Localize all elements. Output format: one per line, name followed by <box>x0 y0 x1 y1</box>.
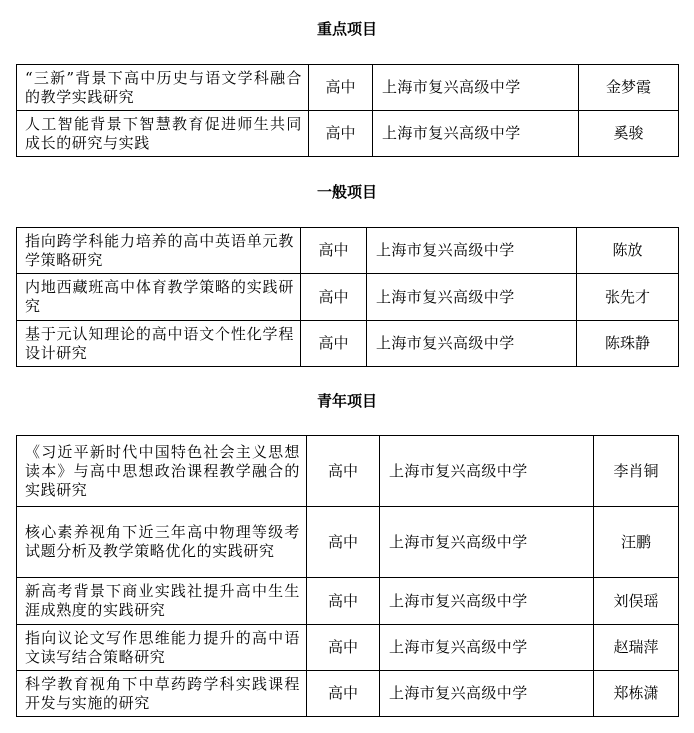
school-level: 高中 <box>309 65 373 111</box>
project-title: 指向议论文写作思维能力提升的高中语文读写结合策略研究 <box>17 625 307 671</box>
school-level: 高中 <box>301 228 367 274</box>
project-leader: 陈珠静 <box>577 321 679 367</box>
table-row <box>17 578 679 625</box>
project-leader: 金梦霞 <box>579 65 679 111</box>
project-leader: 赵瑞萍 <box>594 625 679 671</box>
project-leader: 刘俣瑶 <box>594 578 679 625</box>
school-name: 上海市复兴高级中学 <box>380 625 594 671</box>
school-level: 高中 <box>307 578 380 625</box>
key-projects-table <box>16 64 679 157</box>
school-name: 上海市复兴高级中学 <box>367 321 577 367</box>
table-row <box>17 671 679 717</box>
project-leader: 汪鹏 <box>594 507 679 578</box>
project-title: 核心素养视角下近三年高中物理等级考试题分析及教学策略优化的实践研究 <box>17 507 307 578</box>
project-leader: 李肖铜 <box>594 436 679 507</box>
school-name: 上海市复兴高级中学 <box>373 111 579 157</box>
project-leader: 张先才 <box>577 274 679 321</box>
table-row <box>17 321 679 367</box>
school-level: 高中 <box>307 671 380 717</box>
school-level: 高中 <box>301 321 367 367</box>
school-name: 上海市复兴高级中学 <box>380 507 594 578</box>
youth-projects-table <box>16 435 679 717</box>
project-leader: 郑栋潇 <box>594 671 679 717</box>
project-title: 基于元认知理论的高中语文个性化学程设计研究 <box>17 321 301 367</box>
school-level: 高中 <box>307 507 380 578</box>
school-level: 高中 <box>301 274 367 321</box>
project-title: 人工智能背景下智慧教育促进师生共同成长的研究与实践 <box>17 111 309 157</box>
project-title: 科学教育视角下中草药跨学科实践课程开发与实施的研究 <box>17 671 307 717</box>
project-title: 指向跨学科能力培养的高中英语单元教学策略研究 <box>17 228 301 274</box>
school-name: 上海市复兴高级中学 <box>367 274 577 321</box>
general-projects-table <box>16 227 679 367</box>
project-title: 《习近平新时代中国特色社会主义思想读本》与高中思想政治课程教学融合的实践研究 <box>17 436 307 507</box>
section-title-general: 一般项目 <box>316 183 377 201</box>
school-name: 上海市复兴高级中学 <box>380 671 594 717</box>
table-row <box>17 274 679 321</box>
table-row <box>17 436 679 507</box>
school-level: 高中 <box>309 111 373 157</box>
school-name: 上海市复兴高级中学 <box>367 228 577 274</box>
table-row <box>17 111 679 157</box>
table-row <box>17 507 679 578</box>
project-title: 新高考背景下商业实践社提升高中生生涯成熟度的实践研究 <box>17 578 307 625</box>
school-name: 上海市复兴高级中学 <box>380 578 594 625</box>
table-row <box>17 228 679 274</box>
section-title-key: 重点项目 <box>316 20 377 38</box>
school-name: 上海市复兴高级中学 <box>373 65 579 111</box>
project-leader: 陈放 <box>577 228 679 274</box>
section-title-youth: 青年项目 <box>316 392 377 410</box>
school-level: 高中 <box>307 625 380 671</box>
project-leader: 奚骏 <box>579 111 679 157</box>
school-level: 高中 <box>307 436 380 507</box>
project-title: 内地西藏班高中体育教学策略的实践研究 <box>17 274 301 321</box>
table-row <box>17 65 679 111</box>
project-title: “三新”背景下高中历史与语文学科融合的教学实践研究 <box>17 65 309 111</box>
school-name: 上海市复兴高级中学 <box>380 436 594 507</box>
table-row <box>17 625 679 671</box>
